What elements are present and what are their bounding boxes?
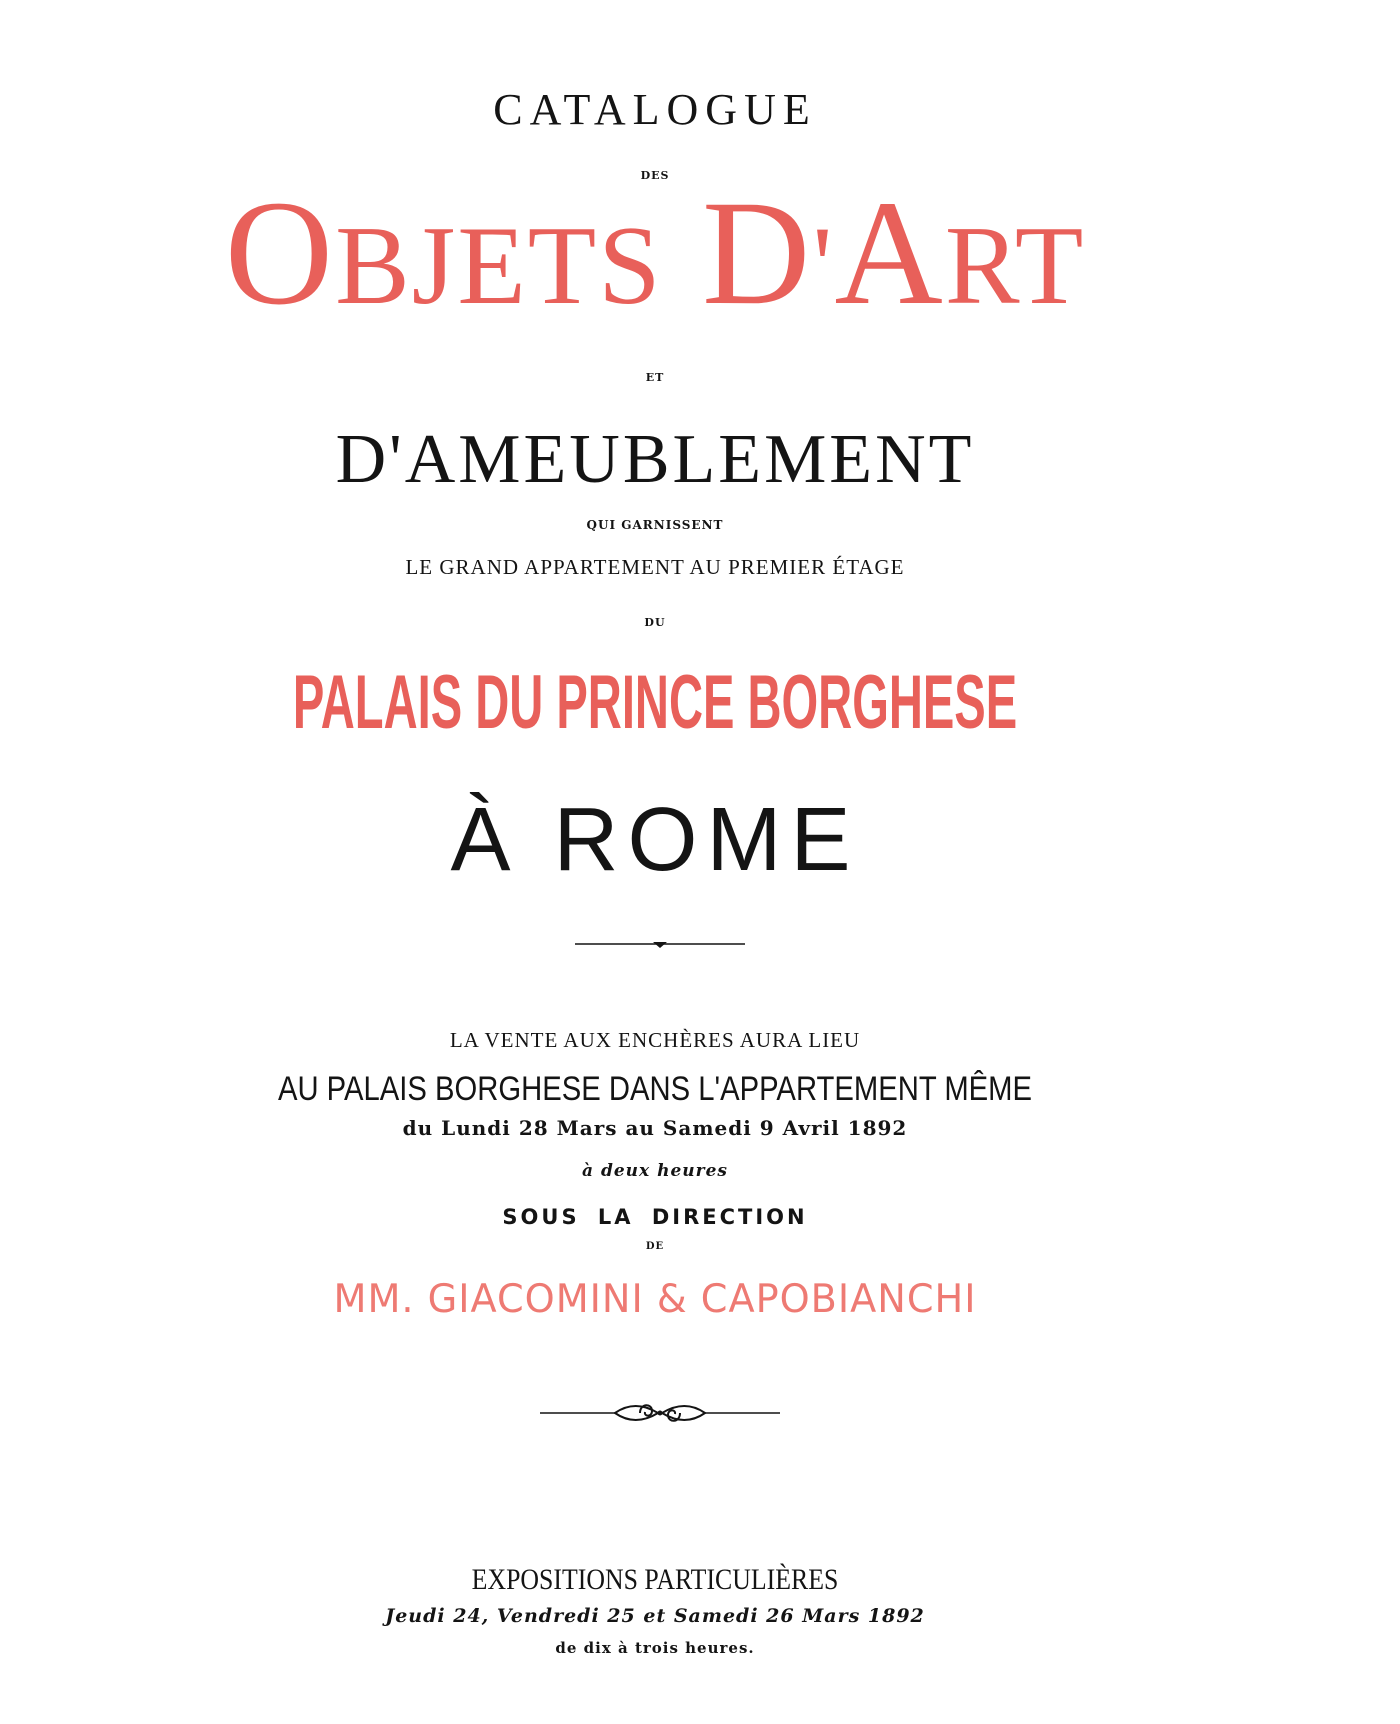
ameublement-title: D'AMEUBLEMENT <box>335 421 975 498</box>
rome-title: À ROME <box>450 790 860 890</box>
du-label: DU <box>644 616 666 629</box>
sale-location: AU PALAIS BORGHESE DANS L'APPARTEMENT MÊME <box>277 1070 1033 1108</box>
sale-dates: du Lundi 28 Mars au Samedi 9 Avril 1892 <box>402 1116 908 1140</box>
palais-borghese-title: PALAIS DU PRINCE BORGHESE <box>292 660 1018 745</box>
ornamental-divider-bottom <box>540 1393 780 1433</box>
auctioneers-names: MM. GIACOMINI & CAPOBIANCHI <box>333 1277 977 1322</box>
exhibitions-dates: Jeudi 24, Vendredi 25 et Samedi 26 Mars 1892 <box>385 1605 925 1627</box>
exhibitions-heading: EXPOSITIONS PARTICULIÈRES <box>471 1563 839 1596</box>
objets-dart-title: OBJETS D'ART <box>224 170 1086 336</box>
des-label: DES <box>640 169 670 182</box>
direction-label: SOUS LA DIRECTION <box>502 1205 808 1229</box>
sale-intro: LA VENTE AUX ENCHÈRES AURA LIEU <box>449 1028 861 1052</box>
de-label: DE <box>645 1241 665 1252</box>
ornamental-divider-top <box>575 936 745 952</box>
et-label: ET <box>645 371 665 384</box>
exhibitions-hours: de dix à trois heures. <box>555 1639 755 1657</box>
catalogue-heading: CATALOGUE <box>493 85 817 134</box>
grand-appartement-line: LE GRAND APPARTEMENT AU PREMIER ÉTAGE <box>405 555 905 579</box>
qui-garnissent-label: QUI GARNISSENT <box>586 518 724 532</box>
sale-time: à deux heures <box>582 1161 728 1181</box>
